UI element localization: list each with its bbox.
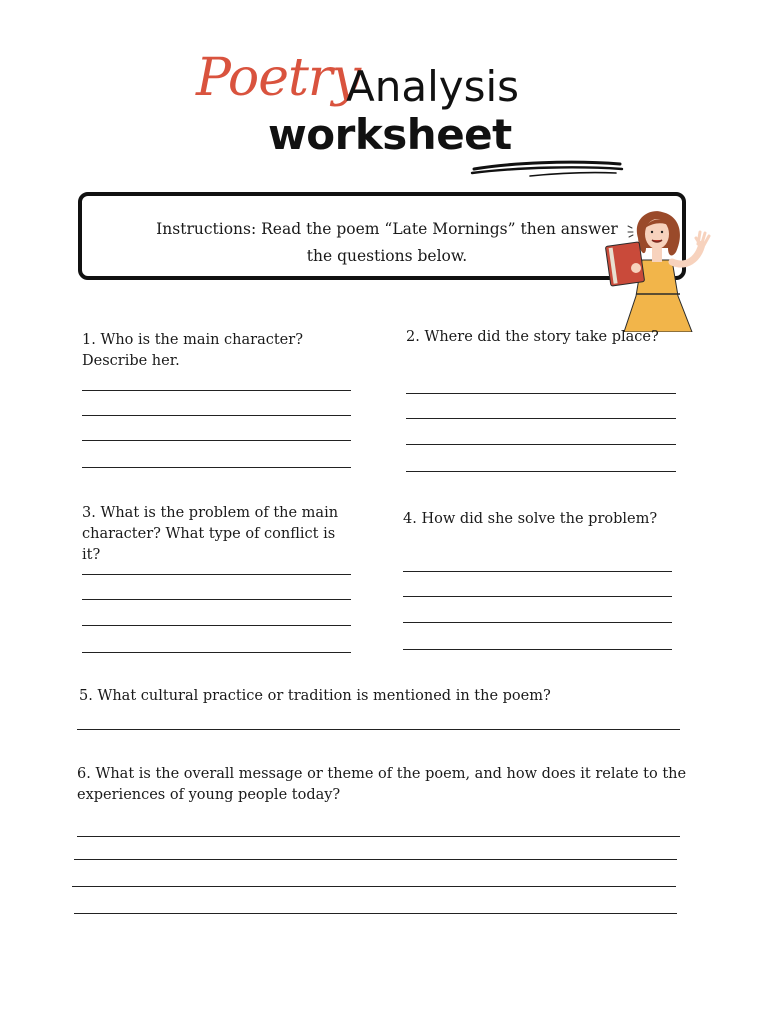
question-3-line-1: 3. What is the problem of the main	[82, 505, 339, 521]
answer-line-q1-3[interactable]	[82, 440, 351, 441]
title-poetry: Poetry	[196, 48, 361, 108]
answer-line-q4-2[interactable]	[403, 596, 672, 597]
answer-line-q2-3[interactable]	[406, 444, 676, 445]
instructions-text	[140, 216, 634, 270]
answer-line-q6-3[interactable]	[72, 886, 676, 887]
answer-line-q1-2[interactable]	[82, 415, 351, 416]
question-4-line-1: 4. How did she solve the problem?	[403, 511, 658, 527]
answer-line-q3-2[interactable]	[82, 599, 351, 600]
answer-line-q3-3[interactable]	[82, 625, 351, 626]
answer-line-q4-1[interactable]	[403, 571, 672, 572]
teacher-reading-icon	[602, 208, 714, 332]
answer-line-q3-1[interactable]	[82, 574, 351, 575]
question-4	[403, 509, 693, 530]
question-3-line-3: it?	[82, 547, 101, 563]
instructions-line-1: Instructions: Read the poem “Late Mornings” then answer	[156, 220, 618, 238]
answer-line-q6-2[interactable]	[74, 859, 677, 860]
question-5	[79, 686, 699, 707]
title-worksheet: worksheet	[268, 110, 512, 159]
answer-line-q3-4[interactable]	[82, 652, 351, 653]
answer-line-q4-3[interactable]	[403, 622, 672, 623]
answer-line-q5-1[interactable]	[77, 729, 680, 730]
answer-line-q1-1[interactable]	[82, 390, 351, 391]
title-analysis: Analysis	[346, 62, 520, 111]
answer-line-q2-2[interactable]	[406, 418, 676, 419]
question-2-line-1: 2. Where did the story take place?	[406, 329, 659, 345]
question-6-line-2: experiences of young people today?	[77, 787, 341, 803]
underline-swoosh-icon	[470, 155, 626, 179]
question-1	[82, 330, 372, 372]
answer-line-q2-4[interactable]	[406, 471, 676, 472]
answer-line-q6-4[interactable]	[74, 913, 677, 914]
question-2	[406, 327, 696, 348]
question-5-line-1: 5. What cultural practice or tradition is mentioned in the poem?	[79, 688, 551, 704]
answer-line-q6-1[interactable]	[77, 836, 680, 837]
question-6	[77, 764, 717, 806]
question-1-line-2: Describe her.	[82, 353, 180, 369]
question-6-line-1: 6. What is the overall message or theme of the poem, and how does it relate to the	[77, 766, 687, 782]
instructions-line-2: the questions below.	[306, 247, 468, 265]
answer-line-q2-1[interactable]	[406, 393, 676, 394]
question-3-line-2: character? What type of conflict is	[82, 526, 336, 542]
answer-line-q4-4[interactable]	[403, 649, 672, 650]
question-1-line-1: 1. Who is the main character?	[82, 332, 303, 348]
question-3	[82, 503, 372, 566]
answer-line-q1-4[interactable]	[82, 467, 351, 468]
